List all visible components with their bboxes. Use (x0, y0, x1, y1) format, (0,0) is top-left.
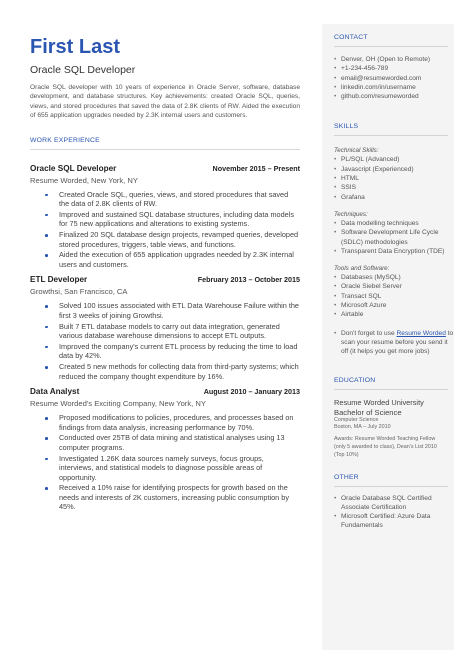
skill-item: • HTML (334, 174, 454, 183)
job-bullet: Conducted over 25TB of data mining and statistical analyses using 13 computer programs. (30, 433, 300, 452)
skill-item: • Data modelling techniques (334, 219, 454, 228)
education-field: Computer Science (334, 416, 379, 423)
skill-item: • PL/SQL (Advanced) (334, 155, 454, 164)
job-bullet: Improved and sustained SQL database structures, including data models for 75 new applications and alterations to existing systems. (30, 210, 300, 229)
skill-item: • Software Development Life Cycle (SDLC) methodologies (334, 228, 454, 247)
education-location-date: Boston, MA – July 2010 (334, 424, 391, 431)
divider (334, 486, 448, 487)
contact-heading: CONTACT (334, 34, 368, 41)
summary: Oracle SQL developer with 10 years of experience in Oracle Server, software, database development, and database structures. Key achievements: created Oracle SQL, queries, views, and stored procedures that saved the data of 2.8K clients of RW. Aided the execution of 655 application upgrades needed by 2.3K internal users and customers. (30, 84, 300, 120)
education-heading: EDUCATION (334, 376, 376, 384)
job-entry (30, 387, 300, 512)
job-bullet: Built 7 ETL database models to carry out data integration, generated various database warehouse dimensions to accept ETL outputs. (30, 322, 300, 341)
job-bullet: Solved 100 issues associated with ETL Data Warehouse Failure within the first 3 weeks of joining Growthsi. (30, 301, 300, 320)
job-title: ETL Developer (30, 275, 88, 285)
contact-email[interactable]: • email@resumeworded.com (334, 74, 454, 83)
job-title: Oracle SQL Developer (30, 163, 117, 173)
divider (334, 135, 448, 136)
resume-worded-link[interactable]: Resume Worded (396, 329, 446, 337)
skill-item: • Databases (MySQL) (334, 273, 454, 282)
job-company: Resume Worded, New York, NY (30, 175, 138, 185)
education-awards: Awards: Resume Worded Teaching Fellow (only 5 awarded to class), Dean's List 2010 (Top 10%) (334, 436, 437, 458)
skill-item: • Oracle Siebel Server (334, 282, 454, 291)
divider (30, 149, 300, 150)
job-bullet: Finalized 20 SQL database design projects, revamped queries, developed stored procedures, triggers, table views, and functions. (30, 230, 300, 249)
skills-group-label: Technical Skills: (334, 147, 379, 155)
education-degree: Bachelor of Science (334, 407, 402, 417)
skill-item: • Grafana (334, 193, 454, 202)
job-dates: August 2010 – January 2013 (203, 387, 300, 397)
certification-item: • Microsoft Certified: Azure Data Fundamentals (334, 512, 454, 531)
contact-phone: • +1-234-456-789 (334, 64, 454, 73)
candidate-name: First Last (30, 36, 121, 58)
contact-linkedin[interactable]: • linkedin.com/in/username (334, 83, 454, 92)
skills-heading: SKILLS (334, 123, 359, 131)
skill-item: • Airtable (334, 310, 454, 319)
resume-main (30, 36, 300, 513)
skill-item: • SSIS (334, 183, 454, 192)
contact-location: • Denver, OH (Open to Remote) (334, 55, 454, 64)
skill-item: • Microsoft Azure (334, 301, 454, 310)
job-bullet: Received a 10% raise for identifying prospects for growth based on the needs and interests of 2K customers, increasing public consumption by 45%. (30, 483, 300, 512)
job-bullet: Aided the execution of 655 application upgrades needed by 2.3K internal users and customers. (30, 250, 300, 269)
job-company: Growthsi, San Francisco, CA (30, 287, 128, 297)
contact-github[interactable]: • github.com/resumeworded (334, 92, 454, 101)
education-school: Resume Worded University (334, 397, 424, 407)
job-entry (30, 164, 300, 270)
divider (334, 389, 448, 390)
job-entry (30, 275, 300, 381)
skill-item: • Transact SQL (334, 292, 454, 301)
candidate-title: Oracle SQL Developer (30, 64, 136, 76)
job-bullet: Proposed modifications to policies, procedures, and processes based on findings from data analysis, increasing performance by 70%. (30, 413, 300, 432)
resume-sidebar (322, 24, 454, 650)
skills-group-label: Tools and Software: (334, 265, 390, 273)
job-bullet: Created Oracle SQL, queries, views, and stored procedures that saved the data of 2.8K clients of RW. (30, 190, 300, 209)
job-dates: February 2013 – October 2015 (197, 275, 300, 285)
tip-text: Don't forget to use (341, 329, 397, 337)
job-bullet: Improved the company's current ETL process by reducing the time to load data by 42%. (30, 342, 300, 361)
skill-item: • Transparent Data Encryption (TDE) (334, 247, 454, 256)
job-dates: November 2015 – Present (212, 163, 300, 173)
certification-item: • Oracle Database SQL Certified Associate Certification (334, 494, 454, 513)
other-heading: OTHER (334, 473, 359, 481)
job-bullet: Created 5 new methods for collecting data from third-party systems; which reduced the company thought expenditure by 16%. (30, 362, 300, 381)
job-company: Resume Worded's Exciting Company, New York, NY (30, 399, 206, 409)
job-title: Data Analyst (30, 387, 80, 397)
tip-text: to scan your resume before you send it off (it helps you get more jobs) (341, 329, 454, 356)
divider (334, 46, 448, 47)
skill-item: • Javascript (Experienced) (334, 165, 454, 174)
work-experience-heading: WORK EXPERIENCE (30, 136, 100, 144)
job-bullet: Investigated 1.26K data sources namely surveys, focus groups, interviews, and statistical models to diagnose possible areas of opportunity. (30, 454, 300, 483)
resume-tip (334, 329, 454, 357)
skills-group-label: Techniques: (334, 210, 368, 218)
